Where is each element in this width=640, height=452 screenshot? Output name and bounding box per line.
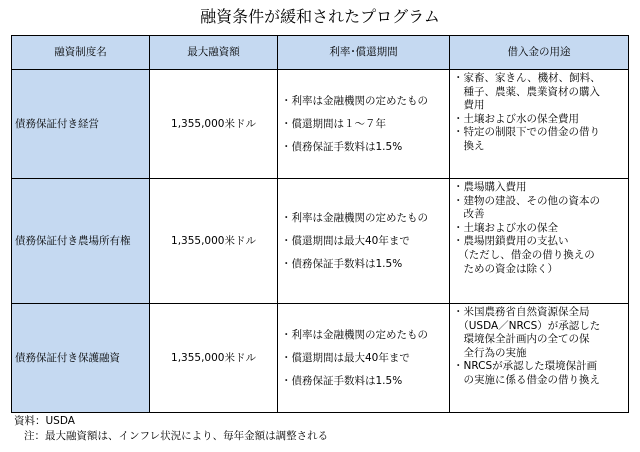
use-line: ための資金は除く） xyxy=(453,262,558,275)
term-line: ・償還期間は１～７年 xyxy=(281,117,386,130)
use-line: 換え xyxy=(453,139,485,152)
use-line: 費用 xyxy=(453,99,485,112)
term-line: ・利率は金融機関の定めたもの xyxy=(281,94,428,107)
use-line: 環境保全計画内の全ての保 xyxy=(453,333,590,346)
program-name: 債務保証付き農場所有権 xyxy=(12,179,150,304)
use-line: ・建物の建設、その他の資本の xyxy=(453,194,600,207)
use-of-funds-cell xyxy=(450,179,629,304)
use-line: （ただし、借金の借り換えの xyxy=(453,248,595,261)
table-row xyxy=(12,304,629,413)
rate-term-cell xyxy=(278,179,450,304)
loan-programs-table xyxy=(11,35,629,413)
max-amount: 1,355,000米ドル xyxy=(150,179,278,304)
use-line: の実施に係る借金の借り換え xyxy=(453,373,600,386)
header-use-of-funds: 借入金の用途 xyxy=(450,36,629,70)
use-line: ・農場閉鎖費用の支払い xyxy=(453,235,569,248)
term-line: ・利率は金融機関の定めたもの xyxy=(281,328,428,341)
max-amount: 1,355,000米ドル xyxy=(150,304,278,413)
use-line: 改善 xyxy=(453,208,485,221)
footnote: 注：最大融資額は、インフレ状況により、毎年金額は調整される xyxy=(24,430,329,442)
document-title: 融資条件が緩和されたプログラム xyxy=(200,7,440,26)
term-line: ・利率は金融機関の定めたもの xyxy=(281,211,428,224)
term-line: ・債務保証手数料は1.5% xyxy=(281,257,403,270)
use-line: （USDA／NRCS）が承認した xyxy=(453,319,601,332)
term-line: ・償還期間は最大40年まで xyxy=(281,351,410,364)
header-max-amount: 最大融資額 xyxy=(150,36,278,70)
table-row xyxy=(12,179,629,304)
header-rate-term: 利率･償還期間 xyxy=(278,36,450,70)
use-line: ・農場購入費用 xyxy=(453,181,527,193)
term-line: ・償還期間は最大40年まで xyxy=(281,234,410,247)
use-line: ・家畜、家きん、機材、飼料、 xyxy=(453,72,601,84)
table-row xyxy=(12,70,629,179)
use-of-funds-cell xyxy=(450,70,629,179)
use-line: ・NRCSが承認した環境保計画 xyxy=(453,360,598,373)
use-line: ・米国農務省自然資源保全局 xyxy=(453,306,590,318)
source-note: 資料：USDA xyxy=(14,415,75,427)
use-of-funds-cell xyxy=(450,304,629,413)
use-line: ・土壌および水の保全 xyxy=(453,221,558,234)
use-line: ・特定の制限下での借金の借り xyxy=(453,126,600,139)
use-line: ・土壌および水の保全費用 xyxy=(453,112,579,125)
max-amount: 1,355,000米ドル xyxy=(150,70,278,179)
term-line: ・債務保証手数料は1.5% xyxy=(281,140,403,153)
program-name: 債務保証付き保護融資 xyxy=(12,304,150,413)
term-line: ・債務保証手数料は1.5% xyxy=(281,374,403,387)
table-header-row xyxy=(12,36,629,70)
rate-term-cell xyxy=(278,304,450,413)
rate-term-cell xyxy=(278,70,450,179)
header-program-name: 融資制度名 xyxy=(12,36,150,70)
program-name: 債務保証付き経営 xyxy=(12,70,150,179)
use-line: 種子、農薬、農業資材の購入 xyxy=(453,85,600,98)
use-line: 全行為の実施 xyxy=(453,346,527,359)
